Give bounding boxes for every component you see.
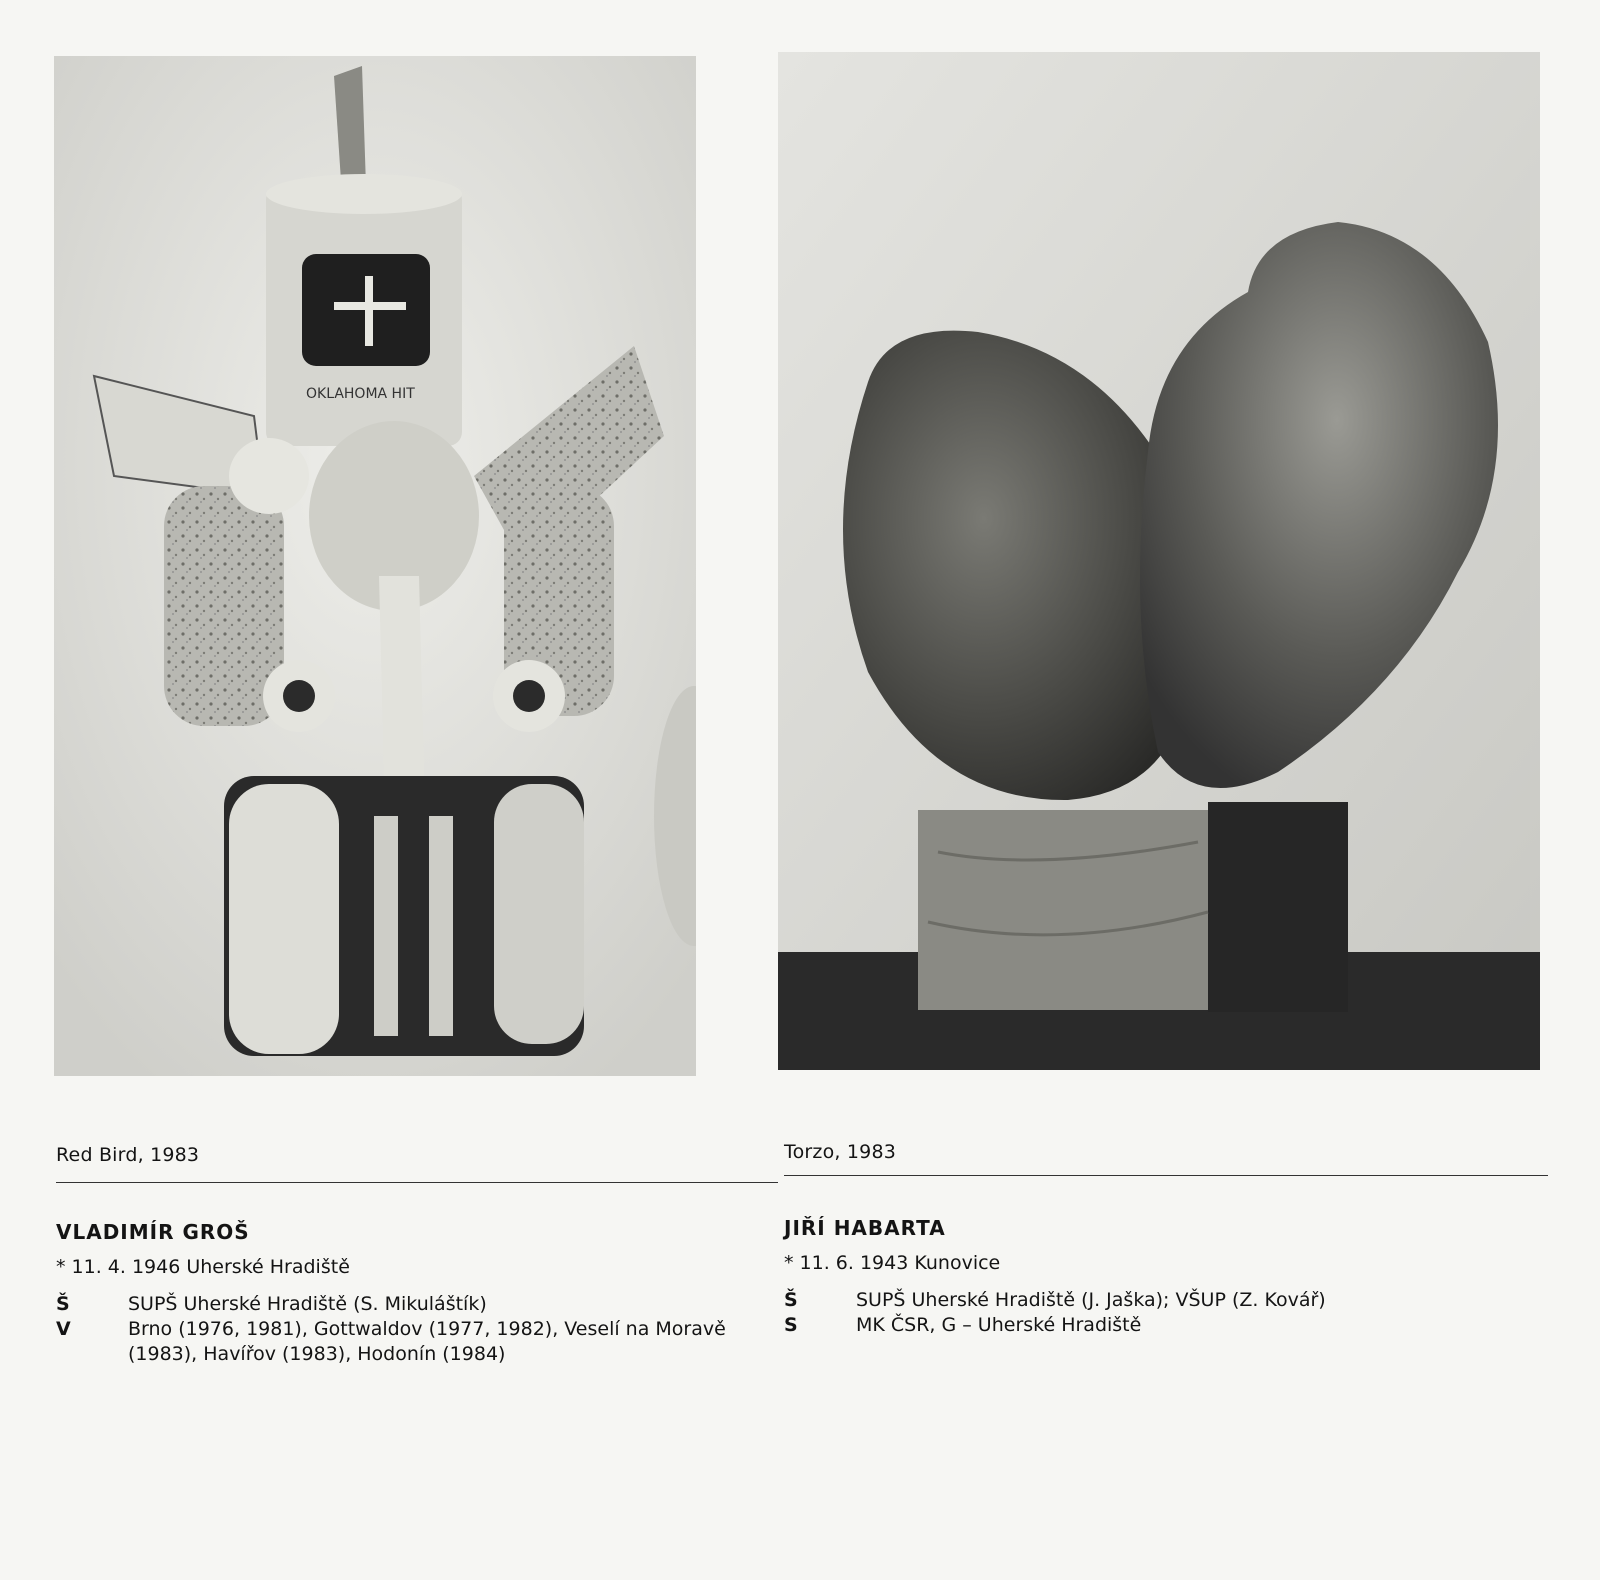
- entry-value: SUPŠ Uherské Hradiště (J. Jaška); VŠUP (Z. Kovář): [856, 1289, 1326, 1311]
- entry-key: S: [784, 1314, 798, 1336]
- bio-vladimir-gros: [56, 1220, 756, 1367]
- divider-right: [784, 1175, 1548, 1176]
- entry-value: MK ČSR, G – Uherské Hradiště: [856, 1314, 1142, 1336]
- birth-info: * 11. 6. 1943 Kunovice: [784, 1252, 1001, 1274]
- bio-entry: [56, 1292, 756, 1317]
- bio-entry: [56, 1317, 756, 1367]
- artist-name: VLADIMÍR GROŠ: [56, 1220, 250, 1244]
- entry-key: V: [56, 1318, 71, 1340]
- entry-key: Š: [784, 1289, 798, 1311]
- divider-left: [56, 1182, 778, 1183]
- photo-torzo: [778, 52, 1540, 1070]
- birth-info: * 11. 4. 1946 Uherské Hradiště: [56, 1256, 350, 1278]
- bio-jiri-habarta: [784, 1216, 1524, 1338]
- photo-lettering: OKLAHOMA HIT: [306, 386, 415, 402]
- entry-value: SUPŠ Uherské Hradiště (S. Mikuláštík): [128, 1293, 487, 1315]
- caption-red-bird: Red Bird, 1983: [56, 1144, 200, 1166]
- entry-key: Š: [56, 1293, 70, 1315]
- bio-entry: [784, 1288, 1524, 1313]
- caption-torzo: Torzo, 1983: [784, 1141, 897, 1163]
- artist-name: JIŘÍ HABARTA: [784, 1216, 946, 1240]
- entry-value: Brno (1976, 1981), Gottwaldov (1977, 1982), Veselí na Moravě (1983), Havířov (1983), Hodonín (1984): [128, 1318, 726, 1365]
- bio-entry: [784, 1313, 1524, 1338]
- photo-red-bird: [54, 56, 696, 1076]
